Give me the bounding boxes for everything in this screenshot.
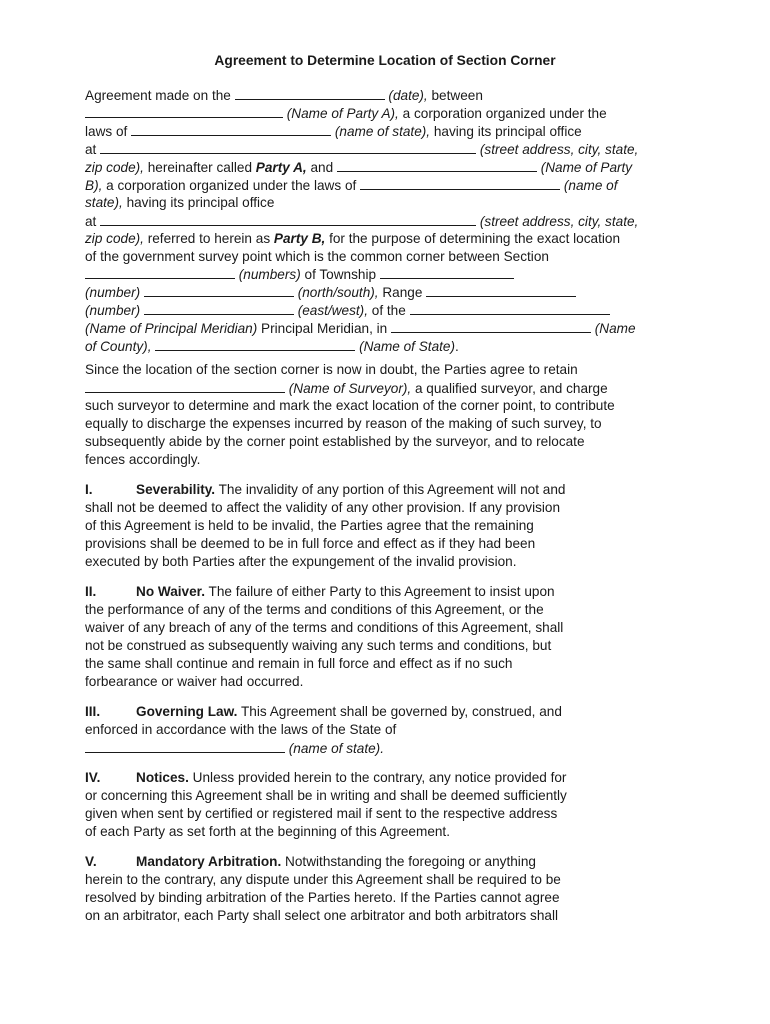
east-west-blank[interactable] — [144, 301, 294, 315]
section-3-line-3 — [85, 739, 384, 757]
address-blank-2[interactable] — [100, 212, 476, 226]
section-3-line-2: enforced in accordance with the laws of the State of — [85, 722, 397, 737]
text: Unless provided herein to the contrary, any notice provided for — [192, 770, 567, 785]
text: Party A, — [255, 160, 307, 175]
text: (Name of Party A), — [286, 106, 399, 121]
section-1-line-5: executed by both Parties after the expungement of the invalid provision. — [85, 554, 517, 569]
section-number: IV. — [85, 770, 101, 785]
section-number: III. — [85, 704, 101, 719]
surveyor-line-1: Since the location of the section corner is now in doubt, the Parties agree to retain — [85, 362, 578, 377]
section-4-line-1 — [85, 769, 566, 787]
surveyor-line-6: fences accordingly. — [85, 452, 201, 467]
text: (number) — [85, 303, 141, 318]
section-number: II. — [85, 584, 97, 599]
text: of the — [371, 303, 406, 318]
document-title: Agreement to Determine Location of Section Corner — [214, 53, 556, 68]
section-1-line-2: shall not be deemed to affect the validity of any other provision. If any provision — [85, 500, 561, 515]
surveyor-line-3: such surveyor to determine and mark the exact location of the corner point, to contribute — [85, 398, 615, 413]
section-5-line-4: on an arbitrator, each Party shall select one arbitrator and both arbitrators shall — [85, 908, 559, 923]
intro-line-9 — [85, 230, 620, 248]
section-2-line-5: the same shall continue and remain in full force and effect as if no such — [85, 656, 513, 671]
north-south-blank[interactable] — [144, 283, 294, 297]
address-blank-1[interactable] — [100, 140, 476, 154]
text: Party B, — [273, 231, 326, 246]
state-blank-1[interactable] — [131, 122, 331, 136]
intro-line-2 — [85, 104, 607, 122]
text: Agreement made on the — [85, 88, 231, 103]
text: state), — [85, 195, 123, 210]
text: hereinafter called — [147, 160, 253, 175]
section-4-line-3: given when sent by certified or registered mail if sent to the respective address — [85, 806, 558, 821]
section-number: I. — [85, 482, 93, 497]
section-number: V. — [85, 854, 97, 869]
meridian-blank[interactable] — [410, 301, 610, 315]
text: a corporation organized under the — [402, 106, 607, 121]
text: of Township — [304, 267, 377, 282]
surveyor-blank[interactable] — [85, 379, 285, 393]
text: Notwithstanding the foregoing or anything — [285, 854, 536, 869]
state-blank-3[interactable] — [155, 337, 355, 351]
text: (Name of Party — [540, 160, 633, 175]
text: (east/west), — [297, 303, 368, 318]
intro-line-5 — [85, 158, 632, 176]
surveyor-line-5: subsequently abide by the corner point established by the surveyor, and to relocate — [85, 434, 585, 449]
text: (Name of Principal Meridian) — [85, 321, 258, 336]
text: at — [85, 142, 97, 157]
section-2-line-4: not be construed as subsequently waiving any such terms and conditions, but — [85, 638, 552, 653]
section-heading: Governing Law. — [136, 704, 238, 719]
section-2-line-1 — [85, 583, 555, 601]
surveyor-line-4: equally to discharge the expenses incurred by reason of the making of such survey, to — [85, 416, 602, 431]
township-blank[interactable] — [380, 265, 514, 279]
text: (Name of State) — [359, 339, 456, 354]
text: having its principal office — [433, 124, 582, 139]
intro-line-4 — [85, 140, 638, 158]
intro-line-13 — [85, 301, 610, 319]
intro-line-1 — [85, 86, 483, 104]
text: (numbers) — [238, 267, 301, 282]
section-5-line-2: herein to the contrary, any dispute under this Agreement shall be required to be — [85, 872, 561, 887]
intro-line-12 — [85, 283, 576, 301]
intro-line-10: of the government survey point which is the common corner between Section — [85, 249, 549, 264]
text: The failure of either Party to this Agreement to insist upon — [208, 584, 555, 599]
text: a qualified surveyor, and charge — [414, 381, 608, 396]
text: and — [310, 160, 334, 175]
text: (north/south), — [297, 285, 379, 300]
text: B), — [85, 178, 103, 193]
governing-state-blank[interactable] — [85, 739, 285, 753]
text: between — [431, 88, 483, 103]
text: (number) — [85, 285, 141, 300]
intro-line-7 — [85, 194, 274, 212]
text: (name of — [563, 178, 618, 193]
text: . — [455, 339, 459, 354]
text: (street address, city, state, — [479, 214, 639, 229]
text: laws of — [85, 124, 128, 139]
section-1-line-4: provisions shall be deemed to be in full force and effect as if they had been — [85, 536, 536, 551]
text: (date), — [388, 88, 428, 103]
text: (Name of Surveyor), — [288, 381, 412, 396]
section-heading: Mandatory Arbitration. — [136, 854, 282, 869]
surveyor-line-2 — [85, 379, 608, 397]
intro-line-14 — [85, 319, 636, 337]
text: zip code), — [85, 160, 144, 175]
section-numbers-blank[interactable] — [85, 265, 235, 279]
section-5-line-3: resolved by binding arbitration of the Parties hereto. If the Parties cannot agree — [85, 890, 560, 905]
section-5-line-1 — [85, 853, 536, 871]
text: for the purpose of determining the exact location — [329, 231, 621, 246]
intro-line-11 — [85, 265, 514, 283]
section-1-line-1 — [85, 481, 565, 499]
text: referred to herein as — [147, 231, 271, 246]
intro-line-8 — [85, 212, 638, 230]
range-blank[interactable] — [426, 283, 576, 297]
text: This Agreement shall be governed by, construed, and — [241, 704, 562, 719]
section-heading: No Waiver. — [136, 584, 205, 599]
text: Range — [382, 285, 423, 300]
party-b-blank[interactable] — [337, 158, 537, 172]
county-blank[interactable] — [391, 319, 591, 333]
text: at — [85, 214, 97, 229]
date-blank[interactable] — [235, 86, 385, 100]
section-3-line-1 — [85, 703, 562, 721]
text: having its principal office — [126, 195, 275, 210]
text: (Name — [594, 321, 636, 336]
text: of County), — [85, 339, 152, 354]
section-2-line-3: waiver of any breach of any of the terms and conditions of this Agreement, shall — [85, 620, 564, 635]
text: (name of state), — [334, 124, 431, 139]
section-heading: Severability. — [136, 482, 216, 497]
section-1-line-3: of this Agreement is held to be invalid, the Parties agree that the remaining — [85, 518, 534, 533]
intro-line-6 — [85, 176, 618, 194]
section-4-line-4: of each Party as set forth at the beginning of this Agreement. — [85, 824, 450, 839]
text: Principal Meridian, in — [261, 321, 388, 336]
state-blank-2[interactable] — [360, 176, 560, 190]
intro-line-15 — [85, 337, 459, 355]
section-heading: Notices. — [136, 770, 189, 785]
section-2-line-2: the performance of any of the terms and conditions of this Agreement, or the — [85, 602, 544, 617]
party-a-blank[interactable] — [85, 104, 283, 118]
text: (name of state). — [288, 741, 384, 756]
text: (street address, city, state, — [479, 142, 639, 157]
text: The invalidity of any portion of this Agreement will not and — [218, 482, 566, 497]
intro-line-3 — [85, 122, 582, 140]
text: zip code), — [85, 231, 144, 246]
section-2-line-6: forbearance or waiver had occurred. — [85, 674, 304, 689]
text: a corporation organized under the laws of — [106, 178, 357, 193]
section-4-line-2: or concerning this Agreement shall be in writing and shall be deemed sufficiently — [85, 788, 567, 803]
